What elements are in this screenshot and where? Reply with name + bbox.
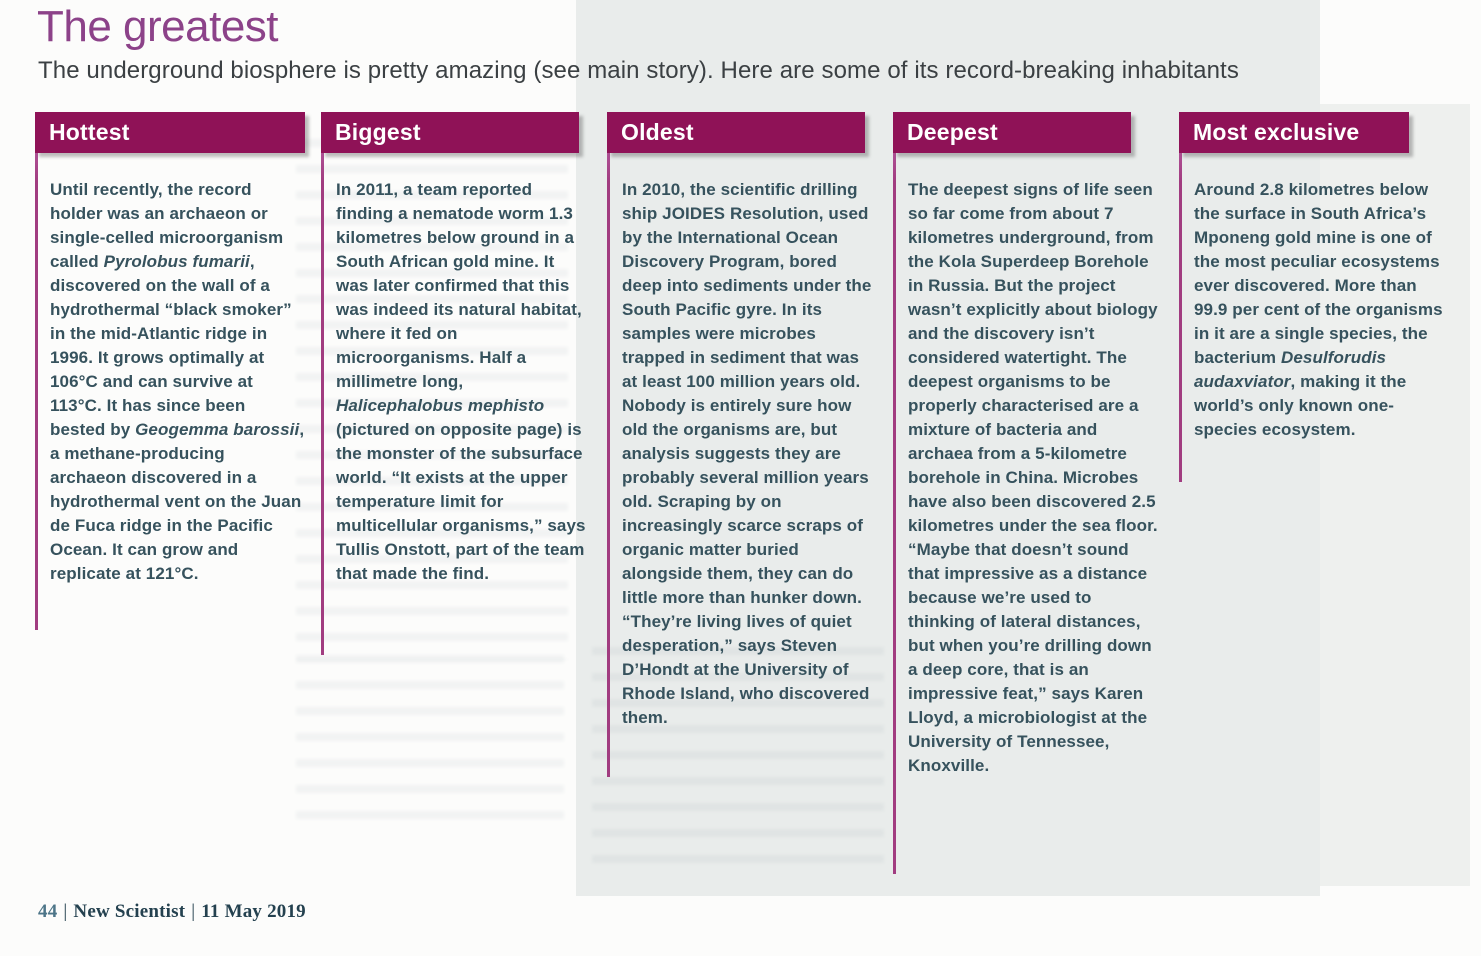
column-body-biggest: In 2011, a team reported finding a nematode worm 1.3 kilometres below ground in a South African gold mine. It was later confirmed that this was indeed its natural habitat, where it fed on microorganisms. Half a millimetre long, Halicephalobus mephisto (pictured on opposite page) is the monster of the subsurface world. “It exists at the upper temperature limit for multicellular organisms,” says Tullis Onstott, part of the team that made the find. <box>336 180 586 583</box>
column-header-deepest: Deepest <box>893 112 1131 153</box>
column-accent-rule <box>1179 112 1182 482</box>
record-column-oldest <box>607 112 879 778</box>
column-body-most-exclusive: Around 2.8 kilometres below the surface in South Africa’s Mponeng gold mine is one of the most peculiar ecosystems ever discovered. More than 99.9 per cent of the organisms in it are a single species, the bacterium Desulforudis audaxviator, making it the world’s only known one-species ecosystem. <box>1194 180 1443 439</box>
column-body-hottest: Until recently, the record holder was an archaeon or single-celled microorganism called Pyrolobus fumarii, discovered on the wall of a hydrothermal “black smoker” in the mid-Atlantic ridge in 1996. It grows optimally at 106°C and can survive at 113°C. It has since been bested by Geogemma barossii, a methane-producing archaeon discovered in a hydrothermal vent on the Juan de Fuca ridge in the Pacific Ocean. It can grow and replicate at 121°C. <box>50 180 305 583</box>
footer-separator: | <box>191 901 196 922</box>
column-header-oldest: Oldest <box>607 112 865 153</box>
page-footer <box>38 901 306 923</box>
record-column-deepest <box>893 112 1165 778</box>
column-header-biggest: Biggest <box>321 112 579 153</box>
column-accent-rule <box>607 112 610 777</box>
record-column-hottest <box>35 112 307 778</box>
footer-page-number: 44 <box>38 901 58 922</box>
column-accent-rule <box>893 112 896 874</box>
column-header-most-exclusive: Most exclusive <box>1179 112 1409 153</box>
page-title: The greatest <box>37 2 279 51</box>
column-body-oldest: In 2010, the scientific drilling ship JOIDES Resolution, used by the International Ocean Discovery Program, bored deep into sediments under the South Pacific gyre. In its samples were microbes trapped in sediment that was at least 100 million years old. Nobody is entirely sure how old the organisms are, but analysis suggests they are probably several million years old. Scraping by on increasingly scarce scraps of organic matter buried alongside them, they can do little more than hunker down. “They’re living lives of quiet desperation,” says Steven D’Hondt at the University of Rhode Island, who discovered them. <box>622 180 872 727</box>
column-accent-rule <box>321 112 324 655</box>
page-subtitle: The underground biosphere is pretty amazing (see main story). Here are some of its record-breaking inhabitants <box>38 57 1239 84</box>
footer-magazine-name: New Scientist <box>73 901 186 922</box>
record-columns <box>35 112 1451 778</box>
column-header-hottest: Hottest <box>35 112 305 153</box>
footer-issue-date: 11 May 2019 <box>201 901 306 922</box>
column-accent-rule <box>35 112 38 630</box>
record-column-most-exclusive <box>1179 112 1451 778</box>
footer-separator: | <box>63 901 68 922</box>
record-column-biggest <box>321 112 593 778</box>
column-body-deepest: The deepest signs of life seen so far come from about 7 kilometres underground, from the Kola Superdeep Borehole in Russia. But the project wasn’t explicitly about biology and the discovery isn’t considered watertight. The deepest organisms to be properly characterised are a mixture of bacteria and archaea from a 5-kilometre borehole in China. Microbes have also been discovered 2.5 kilometres under the sea floor. “Maybe that doesn’t sound that impressive as a distance because we’re used to thinking of lateral distances, but when you’re drilling down a deep core, that is an impressive feat,” says Karen Lloyd, a microbiologist at the University of Tennessee, Knoxville. <box>908 180 1158 775</box>
